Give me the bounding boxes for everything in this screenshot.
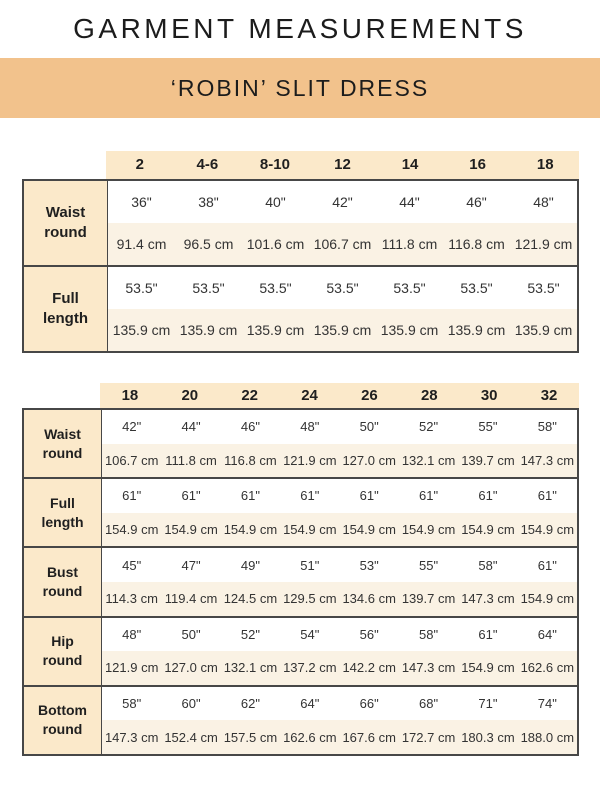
value-cell: 54"	[300, 626, 320, 642]
cm-value-row	[102, 513, 577, 547]
value-cell: 129.5 cm	[283, 591, 337, 607]
value-cell: 42"	[332, 194, 353, 210]
value-cell: 162.6 cm	[283, 729, 337, 745]
inch-value-row	[102, 618, 577, 652]
header-spacer	[22, 383, 100, 408]
value-cell: 42"	[122, 419, 142, 435]
value-cell: 147.3 cm	[520, 452, 575, 468]
value-cell: 51"	[300, 557, 320, 573]
value-cell: 52"	[240, 626, 260, 642]
value-cell: 58"	[122, 696, 142, 712]
value-cell: 139.7 cm	[401, 591, 456, 607]
value-cell: 106.7 cm	[104, 452, 159, 468]
measurement-row-group	[24, 477, 577, 546]
value-cell: 48"	[122, 626, 142, 642]
value-cell: 36"	[131, 194, 152, 210]
size-header-cell: 32	[540, 387, 558, 404]
row-values	[102, 548, 577, 615]
value-cell: 132.1 cm	[401, 452, 456, 468]
value-cell: 50"	[181, 626, 201, 642]
inch-value-row	[108, 267, 577, 309]
value-cell: 74"	[537, 696, 557, 712]
row-values	[108, 181, 577, 265]
value-cell: 64"	[537, 626, 557, 642]
value-cell: 71"	[478, 696, 498, 712]
cm-value-row	[102, 720, 577, 754]
value-cell: 121.9 cm	[104, 660, 159, 676]
size-header-cell: 26	[361, 387, 378, 404]
measurement-row-group	[24, 616, 577, 685]
value-cell: 101.6 cm	[246, 236, 305, 252]
value-cell: 135.9 cm	[447, 322, 506, 338]
value-cell: 172.7 cm	[401, 729, 456, 745]
value-cell: 147.3 cm	[104, 729, 159, 745]
value-cell: 53.5"	[527, 280, 560, 296]
measurement-table-plus-sizes	[22, 383, 579, 756]
value-cell: 116.8 cm	[448, 236, 505, 252]
size-header-band	[100, 383, 579, 408]
value-cell: 61"	[181, 488, 201, 504]
row-values	[102, 618, 577, 685]
value-cell: 147.3 cm	[401, 660, 456, 676]
value-cell: 53.5"	[460, 280, 493, 296]
value-cell: 157.5 cm	[223, 729, 278, 745]
measurement-row-group	[24, 685, 577, 754]
row-label: Waist round	[24, 181, 108, 265]
value-cell: 154.9 cm	[104, 522, 159, 538]
cm-value-row	[108, 223, 577, 265]
header-spacer	[22, 151, 106, 179]
value-cell: 46"	[466, 194, 487, 210]
cm-value-row	[102, 582, 577, 616]
value-cell: 50"	[359, 419, 379, 435]
value-cell: 53.5"	[259, 280, 292, 296]
value-cell: 49"	[240, 557, 260, 573]
value-cell: 121.9 cm	[514, 236, 573, 252]
value-cell: 64"	[300, 696, 320, 712]
row-label: Hip round	[24, 618, 102, 685]
value-cell: 61"	[537, 488, 557, 504]
size-header-band	[106, 151, 579, 179]
value-cell: 111.8 cm	[381, 236, 438, 252]
value-cell: 61"	[537, 557, 557, 573]
value-cell: 119.4 cm	[164, 591, 218, 607]
value-cell: 124.5 cm	[223, 591, 278, 607]
value-cell: 154.9 cm	[520, 522, 575, 538]
value-cell: 188.0 cm	[520, 729, 575, 745]
value-cell: 61"	[478, 626, 498, 642]
value-cell: 135.9 cm	[514, 322, 573, 338]
value-cell: 137.2 cm	[283, 660, 337, 676]
row-label: Waist round	[24, 410, 102, 477]
value-cell: 46"	[240, 419, 260, 435]
size-header-cell: 16	[469, 156, 486, 173]
value-cell: 135.9 cm	[112, 322, 171, 338]
row-label: Full length	[24, 267, 108, 351]
value-cell: 135.9 cm	[179, 322, 238, 338]
value-cell: 48"	[300, 419, 320, 435]
value-cell: 44"	[399, 194, 420, 210]
size-header-cell: 12	[334, 156, 351, 173]
value-cell: 154.9 cm	[461, 522, 515, 538]
value-cell: 47"	[181, 557, 201, 573]
value-cell: 135.9 cm	[380, 322, 439, 338]
size-header-cell: 22	[241, 387, 259, 404]
value-cell: 134.6 cm	[342, 591, 396, 607]
table-body	[22, 408, 579, 756]
value-cell: 38"	[198, 194, 219, 210]
measurement-row-group	[24, 410, 577, 477]
size-header-cell: 4-6	[196, 156, 219, 173]
cm-value-row	[102, 651, 577, 685]
value-cell: 61"	[359, 488, 379, 504]
value-cell: 142.2 cm	[342, 660, 396, 676]
value-cell: 60"	[181, 696, 201, 712]
value-cell: 154.9 cm	[461, 660, 515, 676]
value-cell: 135.9 cm	[313, 322, 372, 338]
value-cell: 135.9 cm	[246, 322, 305, 338]
measurement-row-group	[24, 265, 577, 351]
value-cell: 106.7 cm	[313, 236, 372, 252]
size-header-cell: 2	[135, 156, 144, 173]
size-header-cell: 18	[536, 156, 554, 173]
page-title: GARMENT MEASUREMENTS	[73, 13, 527, 44]
value-cell: 55"	[478, 419, 498, 435]
value-cell: 52"	[419, 419, 439, 435]
value-cell: 147.3 cm	[461, 591, 515, 607]
inch-value-row	[102, 548, 577, 582]
cm-value-row	[102, 444, 577, 478]
value-cell: 58"	[537, 419, 557, 435]
value-cell: 53.5"	[393, 280, 426, 296]
measurement-table-standard-sizes	[22, 151, 579, 353]
size-header-cell: 18	[121, 387, 139, 404]
value-cell: 68"	[419, 696, 439, 712]
value-cell: 154.9 cm	[520, 591, 575, 607]
row-label: Bottom round	[24, 687, 102, 754]
value-cell: 40"	[265, 194, 286, 210]
inch-value-row	[102, 687, 577, 721]
inch-value-row	[102, 479, 577, 513]
value-cell: 61"	[300, 488, 320, 504]
row-label: Bust round	[24, 548, 102, 615]
value-cell: 53.5"	[192, 280, 225, 296]
row-values	[102, 479, 577, 546]
value-cell: 61"	[478, 488, 498, 504]
value-cell: 61"	[122, 488, 142, 504]
value-cell: 154.9 cm	[342, 522, 396, 538]
size-header-cell: 14	[401, 156, 419, 173]
value-cell: 154.9 cm	[223, 522, 278, 538]
row-label: Full length	[24, 479, 102, 546]
product-name: ‘ROBIN’ SLIT DRESS	[170, 74, 430, 101]
value-cell: 53.5"	[125, 280, 158, 296]
value-cell: 111.8 cm	[165, 452, 217, 468]
value-cell: 154.9 cm	[164, 522, 218, 538]
value-cell: 48"	[533, 194, 554, 210]
value-cell: 61"	[240, 488, 260, 504]
value-cell: 180.3 cm	[461, 729, 515, 745]
size-header-cell: 20	[181, 387, 199, 404]
row-values	[102, 687, 577, 754]
inch-value-row	[102, 410, 577, 444]
value-cell: 56"	[359, 626, 379, 642]
value-cell: 167.6 cm	[342, 729, 396, 745]
product-banner	[0, 58, 600, 118]
size-header-row	[22, 151, 579, 179]
table-body	[22, 179, 579, 353]
page-header	[0, 0, 600, 58]
value-cell: 154.9 cm	[283, 522, 337, 538]
value-cell: 127.0 cm	[164, 660, 218, 676]
row-values	[102, 410, 577, 477]
value-cell: 45"	[122, 557, 142, 573]
cm-value-row	[108, 309, 577, 351]
size-header-cell: 28	[420, 387, 438, 404]
size-header-cell: 8-10	[259, 156, 290, 173]
value-cell: 53.5"	[326, 280, 359, 296]
value-cell: 121.9 cm	[283, 452, 337, 468]
value-cell: 154.9 cm	[401, 522, 456, 538]
value-cell: 44"	[181, 419, 201, 435]
value-cell: 127.0 cm	[342, 452, 396, 468]
inch-value-row	[108, 181, 577, 223]
measurement-row-group	[24, 181, 577, 265]
value-cell: 116.8 cm	[224, 452, 277, 468]
value-cell: 58"	[419, 626, 439, 642]
size-header-row	[22, 383, 579, 408]
value-cell: 58"	[478, 557, 498, 573]
value-cell: 66"	[359, 696, 379, 712]
value-cell: 53"	[359, 557, 379, 573]
size-header-cell: 30	[480, 387, 498, 404]
value-cell: 162.6 cm	[520, 660, 575, 676]
value-cell: 61"	[419, 488, 439, 504]
value-cell: 55"	[419, 557, 439, 573]
value-cell: 114.3 cm	[105, 591, 158, 607]
value-cell: 132.1 cm	[223, 660, 278, 676]
size-header-cell: 24	[301, 387, 318, 404]
measurement-row-group	[24, 546, 577, 615]
value-cell: 152.4 cm	[164, 729, 218, 745]
value-cell: 139.7 cm	[461, 452, 515, 468]
value-cell: 96.5 cm	[183, 236, 234, 252]
row-values	[108, 267, 577, 351]
value-cell: 91.4 cm	[116, 236, 167, 252]
value-cell: 62"	[240, 696, 260, 712]
